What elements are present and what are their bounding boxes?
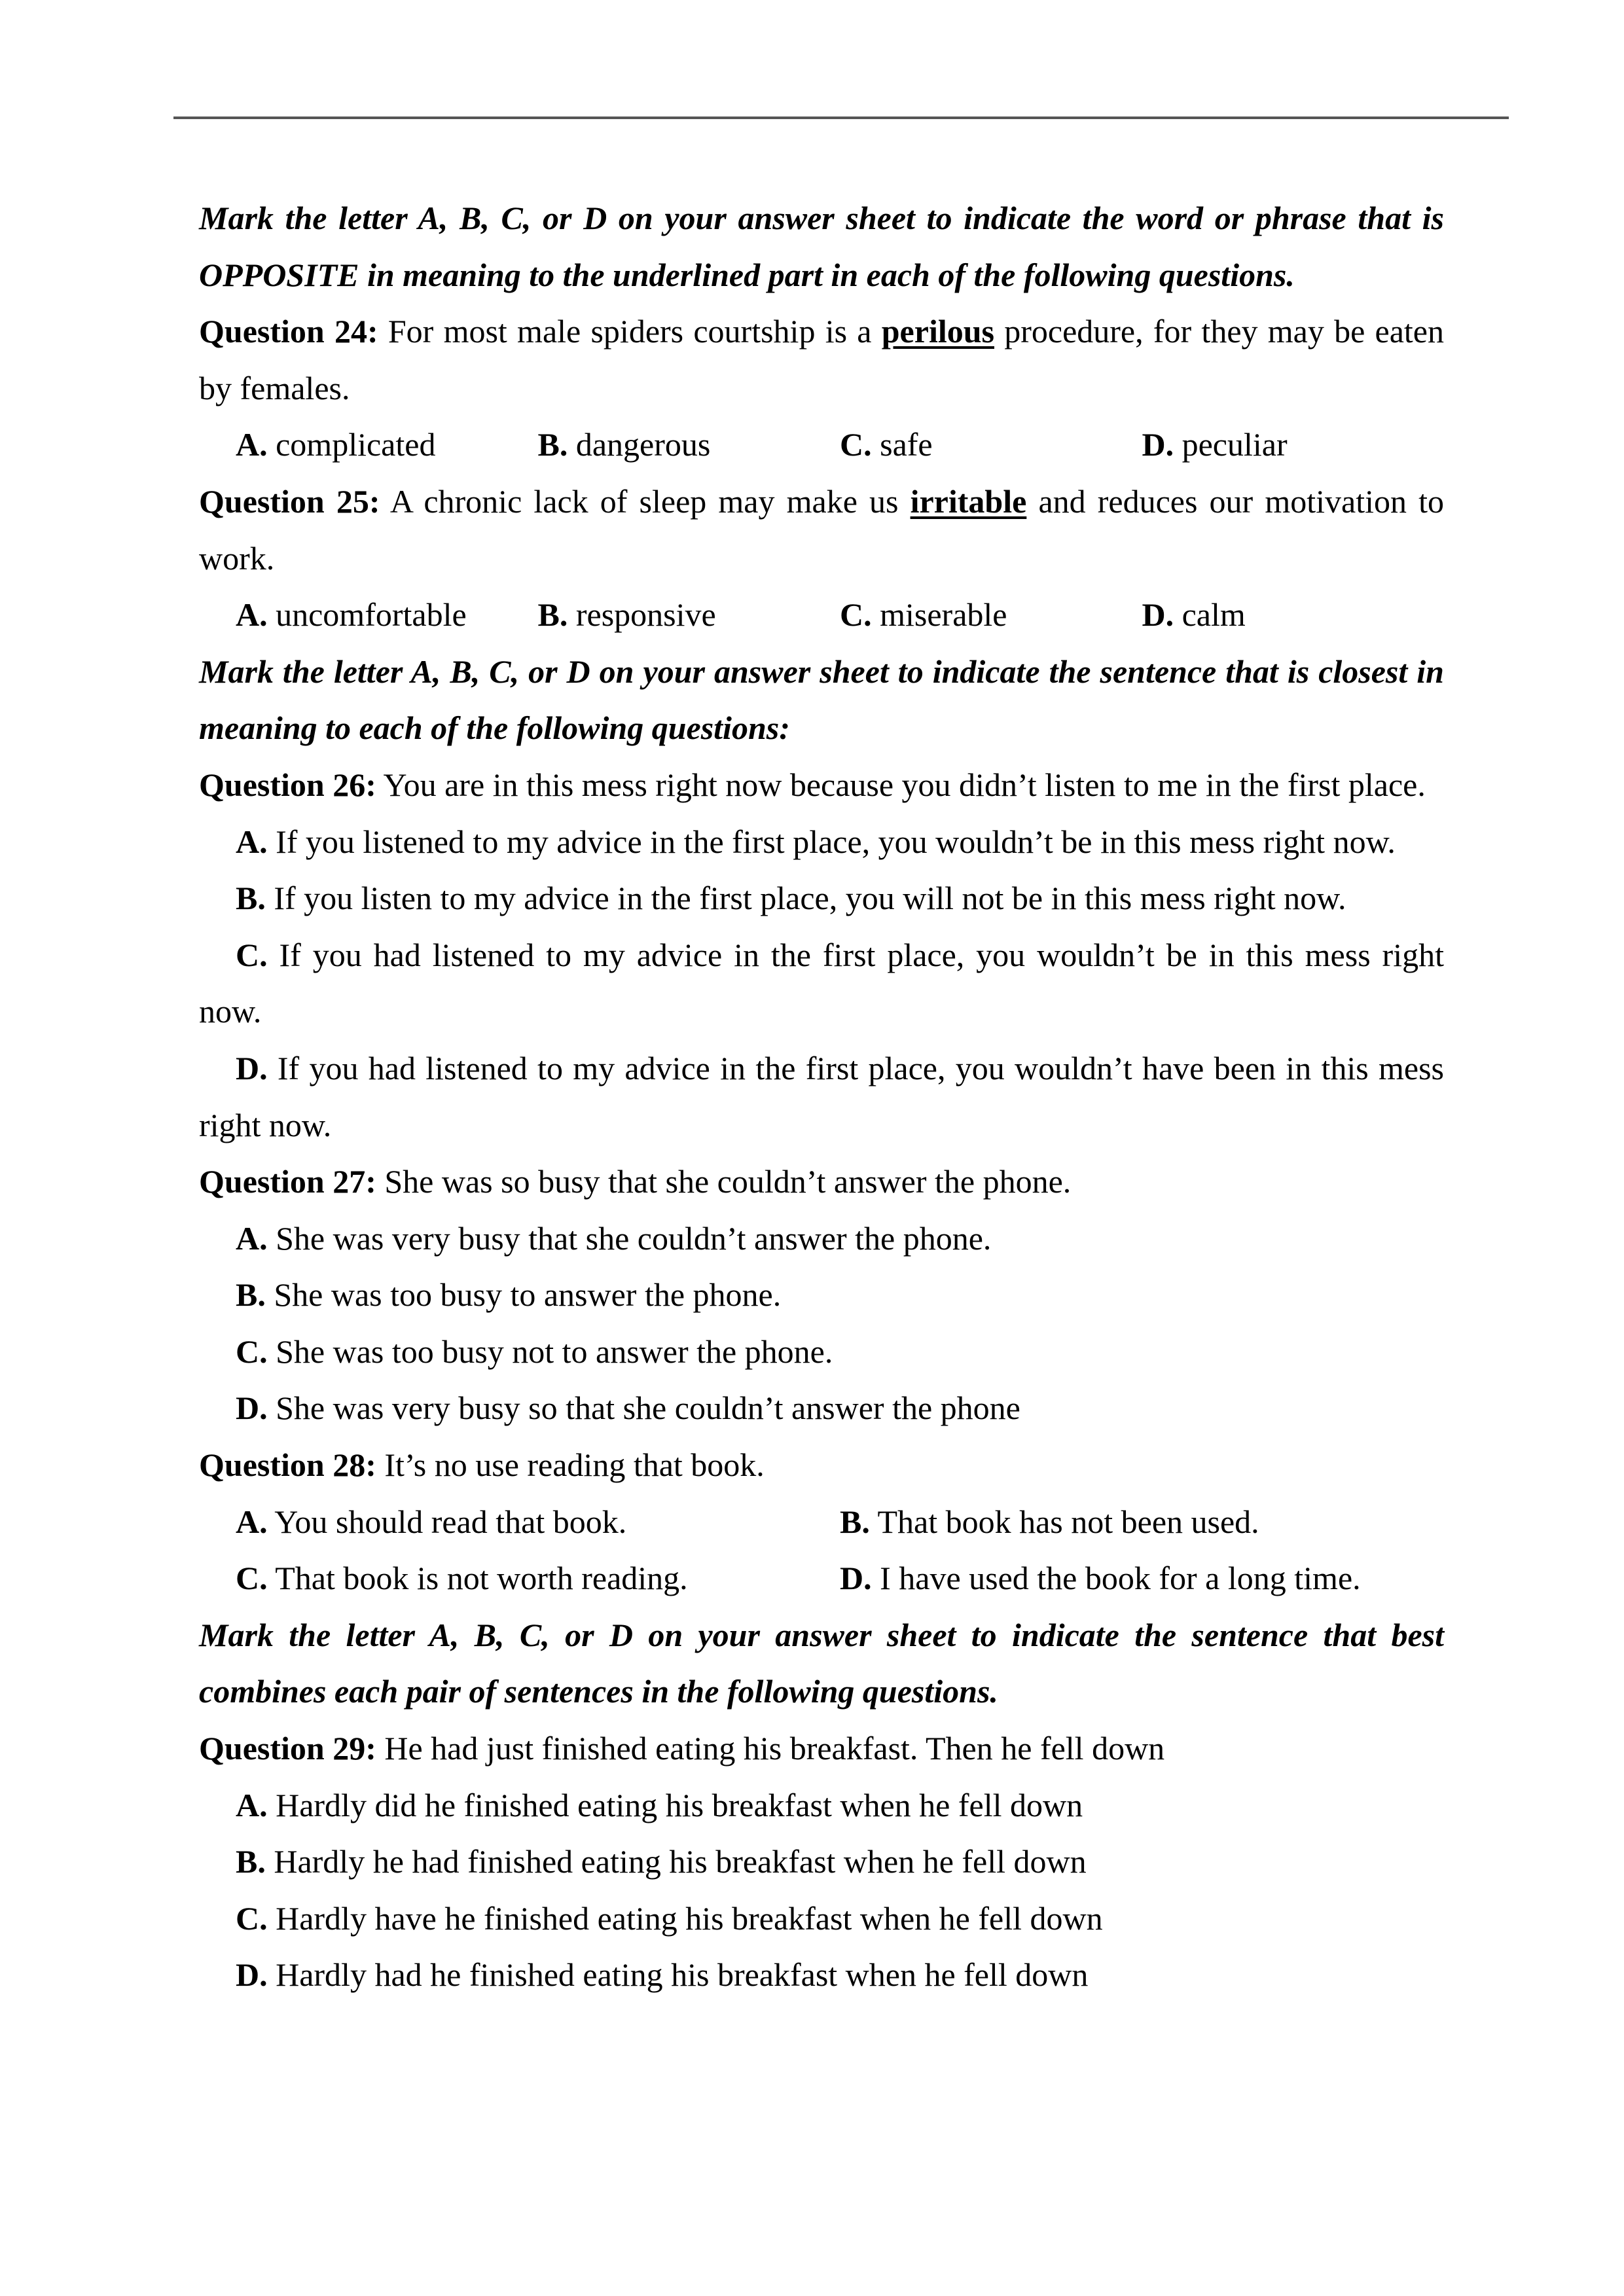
- question-text: procedure, for they may be eaten by females.: [199, 313, 1444, 406]
- underlined-word: irritable: [910, 482, 1027, 520]
- option-letter: A.: [236, 1503, 268, 1540]
- option-c: [199, 1890, 1444, 1947]
- option-letter: C.: [236, 1899, 268, 1937]
- underlined-word: perilous: [881, 313, 994, 350]
- option-letter: A.: [236, 426, 268, 463]
- option-a: [236, 1494, 840, 1551]
- option-letter: A.: [236, 1786, 268, 1823]
- question-25: [199, 473, 1444, 586]
- option-b: [199, 1833, 1444, 1890]
- question-26: [199, 757, 1444, 814]
- option-text: responsive: [575, 596, 716, 634]
- option-d: [199, 1040, 1444, 1153]
- option-letter: D.: [840, 1560, 872, 1597]
- option-letter: B.: [537, 426, 568, 463]
- option-letter: D.: [236, 1956, 268, 1994]
- question-29: [199, 1720, 1444, 1777]
- option-text: If you listen to my advice in the first place, you will not be in this mess right now.: [274, 880, 1346, 917]
- option-text: If you had listened to my advice in the first place, you wouldn’t have been in this mess right now.: [199, 1049, 1445, 1143]
- option-text: That book is not worth reading.: [275, 1560, 688, 1597]
- option-text: She was very busy so that she couldn’t answer the phone: [276, 1390, 1020, 1427]
- question-text: You are in this mess right now because you didn’t listen to me in the first place.: [383, 766, 1426, 803]
- option-text: miserable: [880, 596, 1007, 634]
- option-a: [236, 586, 538, 643]
- option-text: calm: [1182, 596, 1246, 634]
- question-text: It’s no use reading that book.: [384, 1446, 765, 1484]
- option-letter: B.: [236, 1843, 266, 1880]
- option-text: You should read that book.: [274, 1503, 627, 1540]
- question-label: Question 25:: [199, 482, 380, 520]
- option-letter: C.: [840, 426, 872, 463]
- question-24: [199, 303, 1444, 416]
- option-letter: A.: [236, 823, 268, 860]
- option-letter: A.: [236, 596, 268, 634]
- question-text: He had just finished eating his breakfast. Then he fell down: [384, 1730, 1165, 1767]
- option-letter: D.: [1142, 426, 1174, 463]
- option-text: uncomfortable: [276, 596, 467, 634]
- question-label: Question 24:: [199, 313, 378, 350]
- option-letter: B.: [840, 1503, 870, 1540]
- question-label: Question 27:: [199, 1163, 376, 1200]
- option-a: [236, 416, 538, 473]
- question-text: She was so busy that she couldn’t answer the phone.: [384, 1163, 1072, 1200]
- option-letter: D.: [236, 1049, 268, 1086]
- options-24: [199, 416, 1444, 473]
- option-d: [199, 1946, 1444, 2003]
- option-b: [538, 586, 840, 643]
- option-text: She was too busy to answer the phone.: [274, 1276, 782, 1314]
- question-label: Question 29:: [199, 1730, 376, 1767]
- option-letter: C.: [236, 936, 268, 973]
- option-c: [840, 586, 1142, 643]
- option-letter: C.: [236, 1333, 268, 1370]
- options-25: [199, 586, 1444, 643]
- option-b: [840, 1494, 1444, 1551]
- option-c: [236, 1550, 840, 1607]
- option-b: [199, 870, 1444, 927]
- options-28-row-2: [199, 1550, 1444, 1607]
- question-28: [199, 1437, 1444, 1494]
- option-text: Hardly have he finished eating his breakfast when he fell down: [276, 1899, 1103, 1937]
- question-27: [199, 1153, 1444, 1210]
- options-28-row-1: [199, 1494, 1444, 1551]
- option-a: [199, 1210, 1444, 1267]
- option-letter: B.: [236, 880, 266, 917]
- option-a: [199, 1777, 1444, 1834]
- option-d: [1142, 586, 1445, 643]
- option-letter: B.: [537, 596, 568, 634]
- question-label: Question 26:: [199, 766, 376, 803]
- section-instruction: Mark the letter A, B, C, or D on your answer sheet to indicate the sentence that is closest in meaning to each of the following questions:: [199, 653, 1444, 747]
- option-text: dangerous: [575, 426, 711, 463]
- option-c: [840, 416, 1142, 473]
- question-text: and reduces our motivation to work.: [199, 482, 1444, 577]
- option-c: [199, 927, 1444, 1040]
- header-rule: [173, 117, 1509, 119]
- option-text: She was too busy not to answer the phone.: [276, 1333, 833, 1370]
- option-letter: A.: [236, 1219, 268, 1257]
- option-letter: D.: [1142, 596, 1174, 634]
- option-text: That book has not been used.: [877, 1503, 1259, 1540]
- option-text: I have used the book for a long time.: [880, 1560, 1361, 1597]
- option-text: If you listened to my advice in the first place, you wouldn’t be in this mess right now.: [276, 823, 1396, 860]
- question-text: A chronic lack of sleep may make us: [389, 482, 899, 520]
- option-d: [1142, 416, 1445, 473]
- option-d: [199, 1380, 1444, 1437]
- option-text: She was very busy that she couldn’t answer the phone.: [276, 1219, 992, 1257]
- option-text: If you had listened to my advice in the first place, you wouldn’t be in this mess right now.: [199, 936, 1444, 1030]
- option-letter: C.: [840, 596, 872, 634]
- option-text: peculiar: [1182, 426, 1288, 463]
- option-letter: D.: [236, 1390, 268, 1427]
- question-text: For most male spiders courtship is a: [388, 313, 872, 350]
- option-text: Hardly had he finished eating his breakfast when he fell down: [276, 1956, 1089, 1994]
- option-text: Hardly did he finished eating his breakfast when he fell down: [276, 1786, 1083, 1823]
- exam-page: [199, 190, 1444, 2003]
- section-instruction: Mark the letter A, B, C, or D on your answer sheet to indicate the word or phrase that is OPPOSITE in meaning to the underlined part in each of the following questions.: [199, 200, 1444, 293]
- option-a: [199, 814, 1444, 870]
- option-b: [538, 416, 840, 473]
- option-letter: B.: [236, 1276, 266, 1314]
- question-label: Question 28:: [199, 1446, 376, 1484]
- option-d: [840, 1550, 1444, 1607]
- option-b: [199, 1266, 1444, 1323]
- option-text: Hardly he had finished eating his breakfast when he fell down: [274, 1843, 1087, 1880]
- option-text: safe: [880, 426, 933, 463]
- option-c: [199, 1323, 1444, 1380]
- option-text: complicated: [276, 426, 436, 463]
- option-letter: C.: [236, 1560, 268, 1597]
- section-instruction: Mark the letter A, B, C, or D on your answer sheet to indicate the sentence that best combines each pair of sentences in the following questions.: [199, 1616, 1444, 1710]
